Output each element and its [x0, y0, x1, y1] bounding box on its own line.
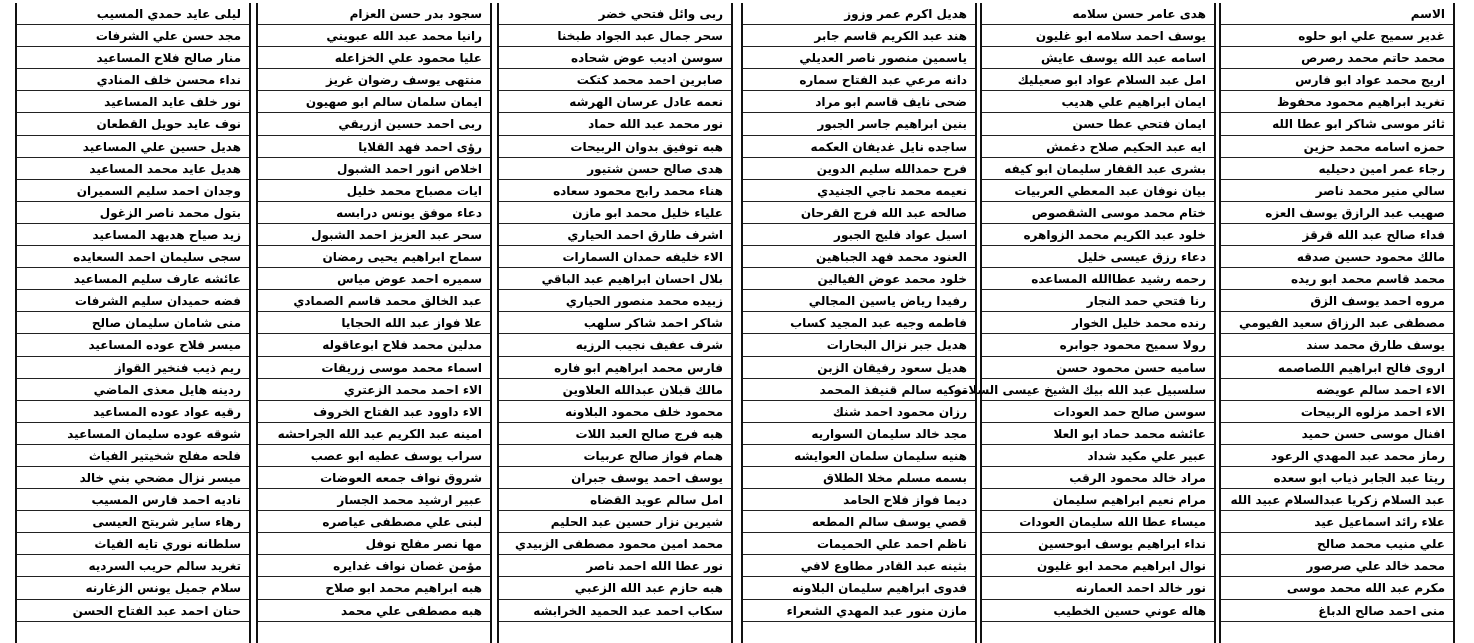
name-cell: يوسف طارق محمد سند: [1221, 334, 1453, 356]
name-cell: رفيدا رياض ياسين المجالي: [743, 290, 975, 312]
name-cell: هبه حازم عبد الله الزعبي: [499, 577, 731, 599]
name-cell: ختام محمد موسى الشقصوص: [982, 202, 1214, 224]
name-cell: خلود عبد الكريم محمد الزواهره: [982, 224, 1214, 246]
name-cell: بيان نوفان عبد المعطي العربيات: [982, 180, 1214, 202]
name-cell: بلال احسان ابراهيم عبد الباقي: [499, 268, 731, 290]
name-cell: محمد خالد علي صرصور: [1221, 555, 1453, 577]
name-cell: مجد حسن علي الشرفات: [17, 25, 249, 47]
name-cell: سالي منير محمد ناصر: [1221, 180, 1453, 202]
name-cell: محمود خلف محمود البلاونه: [499, 401, 731, 423]
name-cell: رماز محمد عبد المهدي الرعود: [1221, 445, 1453, 467]
name-cell: ثائر موسى شاكر ابو عطا الله: [1221, 113, 1453, 135]
name-cell: هبه ابراهيم محمد ابو صلاح: [258, 577, 490, 599]
name-cell: ناديه احمد فارس المسيب: [17, 489, 249, 511]
table-column-2: [953, 3, 1216, 643]
name-cell: الاء داوود عبد الفتاح الخروف: [258, 401, 490, 423]
name-cell: ناظم احمد علي الحميمات: [743, 533, 975, 555]
name-cell: يوسف احمد يوسف جبران: [499, 467, 731, 489]
name-cell: ساجده نايل غديفان العكمه: [743, 136, 975, 158]
name-cell: الاء احمد محمد الزعتري: [258, 379, 490, 401]
name-cell: ديما فواز فلاح الحامد: [743, 489, 975, 511]
name-cell: عبير علي مكيد شداد: [982, 445, 1214, 467]
name-cell: هنيه سليمان سلمان العوايشه: [743, 445, 975, 467]
name-cell: فضه حميدان سليم الشرفات: [17, 290, 249, 312]
name-cell: ساميه حسن محمود حسن: [982, 357, 1214, 379]
name-cell: اسيل عواد فليج الجبور: [743, 224, 975, 246]
name-cell: هدى صالح حسن شتيور: [499, 158, 731, 180]
name-cell: سلام جميل يونس الزغارنه: [17, 577, 249, 599]
name-cell: نداء محسن خلف المنادي: [17, 69, 249, 91]
name-cell: منار صالح فلاح المساعيد: [17, 47, 249, 69]
name-cell: عليا محمود علي الخزاعله: [258, 47, 490, 69]
name-cell: غدير سميح علي ابو حلوه: [1221, 25, 1453, 47]
name-cell: عبير ارشيد محمد الجسار: [258, 489, 490, 511]
name-cell: علياء خليل محمد ابو مازن: [499, 202, 731, 224]
name-cell: صابرين احمد محمد كتكت: [499, 69, 731, 91]
name-cell: دانه مرعي عبد الفتاح سماره: [743, 69, 975, 91]
name-cell: سماح ابراهيم يحيى رمضان: [258, 246, 490, 268]
name-cell: مصطفى عبد الرزاق سعيد الفيومي: [1221, 312, 1453, 334]
name-cell: نوال ابراهيم محمد ابو غليون: [982, 555, 1214, 577]
name-cell: زبيده محمد منصور الحياري: [499, 290, 731, 312]
name-cell: ضحى نايف قاسم ابو مراد: [743, 91, 975, 113]
name-cell: سجى سليمان احمد السعايده: [17, 246, 249, 268]
name-cell: ريتا عبد الجابر ذياب ابو سعده: [1221, 467, 1453, 489]
header-cell-name: الاسم: [1221, 3, 1453, 25]
name-cell: شاكر احمد شاكر سلهب: [499, 312, 731, 334]
name-cell: اسامه عبد الله يوسف عايش: [982, 47, 1214, 69]
name-cell: سحر عبد العزيز احمد الشبول: [258, 224, 490, 246]
name-cell: هديل سعود رفيقان الزبن: [743, 357, 975, 379]
name-cell: حنان احمد عبد الفتاح الحسن: [17, 600, 249, 622]
name-cell: علاء رائد اسماعيل عيد: [1221, 511, 1453, 533]
name-cell: هبه فرج صالح العبد اللات: [499, 423, 731, 445]
name-cell: زيد صياح هديهد المساعيد: [17, 224, 249, 246]
name-cell: هاله عوني حسين الخطيب: [982, 600, 1214, 622]
name-cell: سوسن اديب عوض شحاده: [499, 47, 731, 69]
name-cell: هديل حسين علي المساعيد: [17, 136, 249, 158]
name-cell: منى شامان سليمان صالح: [17, 312, 249, 334]
name-cell: رزان محمود احمد شنك: [743, 401, 975, 423]
name-cell: نعمه عادل عرسان الهرشه: [499, 91, 731, 113]
name-cell: شيرين نزار حسين عبد الحليم: [499, 511, 731, 533]
name-cell: امينه عبد الكريم عبد الله الجراحشه: [258, 423, 490, 445]
name-cell: هبه توفيق بدوان الربيحات: [499, 136, 731, 158]
name-cell: منتهى يوسف رضوان غريز: [258, 69, 490, 91]
name-cell: خلود محمد عوض الفيالين: [743, 268, 975, 290]
name-cell: هدى عامر حسن سلامه: [982, 3, 1214, 25]
name-cell: مازن منور عبد المهدي الشعراء: [743, 600, 975, 622]
name-cell: بشرى عبد القفار سليمان ابو كيفه: [982, 158, 1214, 180]
name-cell: قصي يوسف سالم المطعه: [743, 511, 975, 533]
name-cell: سكاب احمد عبد الحميد الخرابشه: [499, 600, 731, 622]
name-cell: رنده محمد خليل الخوار: [982, 312, 1214, 334]
name-cell: شروق نواف جمعه العوضات: [258, 467, 490, 489]
name-cell: علا فواز عبد الله الحجايا: [258, 312, 490, 334]
name-cell: ايات مصباح محمد خليل: [258, 180, 490, 202]
name-cell: سلسبيل عبد الله بيك الشيخ عيسى السلامه: [982, 379, 1214, 401]
name-cell: بسمه مسلم مخلا الطلاق: [743, 467, 975, 489]
name-cell: مدلين محمد فلاح ابوعاقوله: [258, 334, 490, 356]
name-cell: امل عبد السلام عواد ابو صعيليك: [982, 69, 1214, 91]
name-cell: منى احمد صالح الدباغ: [1221, 600, 1453, 622]
name-cell: نور خالد احمد العمارنه: [982, 577, 1214, 599]
name-cell: محمد امين محمود مصطفى الزبيدي: [499, 533, 731, 555]
name-cell: رهاء ساير شريتح العيسى: [17, 511, 249, 533]
name-cell: ايمان ابراهيم علي هديب: [982, 91, 1214, 113]
name-cell: سجود بدر حسن العزام: [258, 3, 490, 25]
name-cell: مجد خالد سليمان السواريه: [743, 423, 975, 445]
name-cell: نور عطا الله احمد ناصر: [499, 555, 731, 577]
name-cell: عبد السلام زكريا عبدالسلام عبيد الله: [1221, 489, 1453, 511]
name-cell: ربى وائل فتحي خضر: [499, 3, 731, 25]
name-cell: افنال موسى حسن حميد: [1221, 423, 1453, 445]
name-cell: ريم ذيب فنخير القواز: [17, 357, 249, 379]
name-cell: رحمه رشيد عطاالله المساعده: [982, 268, 1214, 290]
name-cell: هناء محمد رابح محمود سعاده: [499, 180, 731, 202]
name-cell: ردينه هايل معذى الماضي: [17, 379, 249, 401]
name-cell: ربى احمد حسين ازريقي: [258, 113, 490, 135]
table-column-4: [497, 3, 733, 643]
name-cell: ايه عبد الحكيم صلاح دغمش: [982, 136, 1214, 158]
name-cell: اشرف طارق احمد الحياري: [499, 224, 731, 246]
name-cell: الاء احمد مزلوه الربيحات: [1221, 401, 1453, 423]
name-cell: فلحه مفلح شخيتير الفياث: [17, 445, 249, 467]
name-cell: محمد حاتم محمد رصرص: [1221, 47, 1453, 69]
name-cell: عائشه محمد حماد ابو العلا: [982, 423, 1214, 445]
table-column-5: [256, 3, 492, 643]
name-cell: ياسمين منصور ناصر العديلي: [743, 47, 975, 69]
name-cell: نور محمد عبد الله حماد: [499, 113, 731, 135]
name-cell: مها نصر مفلح نوفل: [258, 533, 490, 555]
name-cell: فداء صالح عبد الله قرقز: [1221, 224, 1453, 246]
name-cell: عبد الخالق محمد قاسم الصمادي: [258, 290, 490, 312]
name-cell: سميره احمد عوض مياس: [258, 268, 490, 290]
table-column-3: [741, 3, 977, 643]
name-cell: وجدان احمد سليم السميران: [17, 180, 249, 202]
name-cell: ميسر نزال مضحي بني خالد: [17, 467, 249, 489]
name-cell: رقيه عواد عوده المساعيد: [17, 401, 249, 423]
name-cell: لبنى علي مصطفى عياصره: [258, 511, 490, 533]
name-cell: دعاء رزق عيسى خليل: [982, 246, 1214, 268]
name-cell: نور خلف عايد المساعيد: [17, 91, 249, 113]
table-column-1: [1219, 3, 1455, 643]
name-cell: نداء ابراهيم يوسف ابوحسين: [982, 533, 1214, 555]
name-cell: سلطانه نوري تايه الفياث: [17, 533, 249, 555]
name-cell: اريج محمد عواد ابو فارس: [1221, 69, 1453, 91]
name-cell: مروه احمد يوسف الزق: [1221, 290, 1453, 312]
name-cell: نوف عايد حويل القطعان: [17, 113, 249, 135]
name-cell: مالك محمود حسين صدقه: [1221, 246, 1453, 268]
name-cell: اخلاص انور احمد الشبول: [258, 158, 490, 180]
name-cell: ايمان فتحي عطا حسن: [982, 113, 1214, 135]
name-cell: حمزه اسامه محمد حزين: [1221, 136, 1453, 158]
name-cell: هديل اكرم عمر وزوز: [743, 3, 975, 25]
name-cell: فرح حمدالله سليم الدوين: [743, 158, 975, 180]
name-cell: هبه مصطفى علي محمد: [258, 600, 490, 622]
name-cell: همام فواز صالح عربيات: [499, 445, 731, 467]
name-cell: هند عبد الكريم قاسم جابر: [743, 25, 975, 47]
name-cell: اسماء محمد موسى زريقات: [258, 357, 490, 379]
name-cell: الاء خليفه حمدان السمارات: [499, 246, 731, 268]
name-cell: بتول محمد ناصر الزغول: [17, 202, 249, 224]
name-cell: صهيب عبد الرازق يوسف العزه: [1221, 202, 1453, 224]
name-cell: نعيمه محمد ناجي الجنيدي: [743, 180, 975, 202]
name-cell: مؤمن غصان نواف غدايره: [258, 555, 490, 577]
name-cell: هديل جبر نزال البحارات: [743, 334, 975, 356]
name-cell: سراب يوسف عطيه ابو عصب: [258, 445, 490, 467]
name-cell: رجاء عمر امين دحيليه: [1221, 158, 1453, 180]
name-cell: مرام نعيم ابراهيم سليمان: [982, 489, 1214, 511]
name-cell: ميساء عطا الله سليمان العودات: [982, 511, 1214, 533]
name-cell: ايمان سلمان سالم ابو صهيون: [258, 91, 490, 113]
name-cell: علي منيب محمد صالح: [1221, 533, 1453, 555]
name-cell: بنين ابراهيم جاسر الجبور: [743, 113, 975, 135]
name-cell: بثينه عبد القادر مطاوع لافي: [743, 555, 975, 577]
name-cell: اروى فالح ابراهيم اللصاصمه: [1221, 357, 1453, 379]
name-cell: تغريد سالم حريب السرديه: [17, 555, 249, 577]
name-cell: سوسن صالح حمد العودات: [982, 401, 1214, 423]
name-cell: يوسف احمد سلامه ابو غليون: [982, 25, 1214, 47]
name-cell: شرف عفيف نجيب الرزيه: [499, 334, 731, 356]
name-cell: فدوى ابراهيم سليمان البلاونه: [743, 577, 975, 599]
name-cell: الاء احمد سالم عويضه: [1221, 379, 1453, 401]
name-cell: ليلى عايد حمدي المسيب: [17, 3, 249, 25]
name-cell: رولا سميح محمود جوابره: [982, 334, 1214, 356]
name-cell: تركيه سالم قنيفذ المحمد: [743, 379, 975, 401]
name-cell: رؤى احمد فهد القلايا: [258, 136, 490, 158]
name-cell: دعاء موفق يونس درابسه: [258, 202, 490, 224]
name-cell: صالحه عبد الله فرج القرحان: [743, 202, 975, 224]
name-cell: مراد خالد محمود الرقب: [982, 467, 1214, 489]
name-cell: محمد قاسم محمد ابو ريده: [1221, 268, 1453, 290]
name-cell: تغريد ابراهيم محمود محفوظ: [1221, 91, 1453, 113]
name-cell: رنا فتحي حمد النجار: [982, 290, 1214, 312]
name-cell: شوقه عوده سليمان المساعيد: [17, 423, 249, 445]
name-cell: ميسر فلاح عوده المساعيد: [17, 334, 249, 356]
name-cell: مالك قبلان عبدالله العلاوين: [499, 379, 731, 401]
name-cell: هديل عايد محمد المساعيد: [17, 158, 249, 180]
name-cell: مكرم عبد الله محمد موسى: [1221, 577, 1453, 599]
name-cell: سحر جمال عبد الجواد طبخنا: [499, 25, 731, 47]
name-cell: رانيا محمد عبد الله عبويني: [258, 25, 490, 47]
name-cell: امل سالم عويد القضاه: [499, 489, 731, 511]
name-cell: فارس محمد ابراهيم ابو فاره: [499, 357, 731, 379]
name-cell: العنود محمد فهد الجباهين: [743, 246, 975, 268]
name-cell: عائشه عارف سليم المساعيد: [17, 268, 249, 290]
name-cell: فاطمه وجيه عبد المجيد كساب: [743, 312, 975, 334]
table-column-6: [15, 3, 251, 643]
